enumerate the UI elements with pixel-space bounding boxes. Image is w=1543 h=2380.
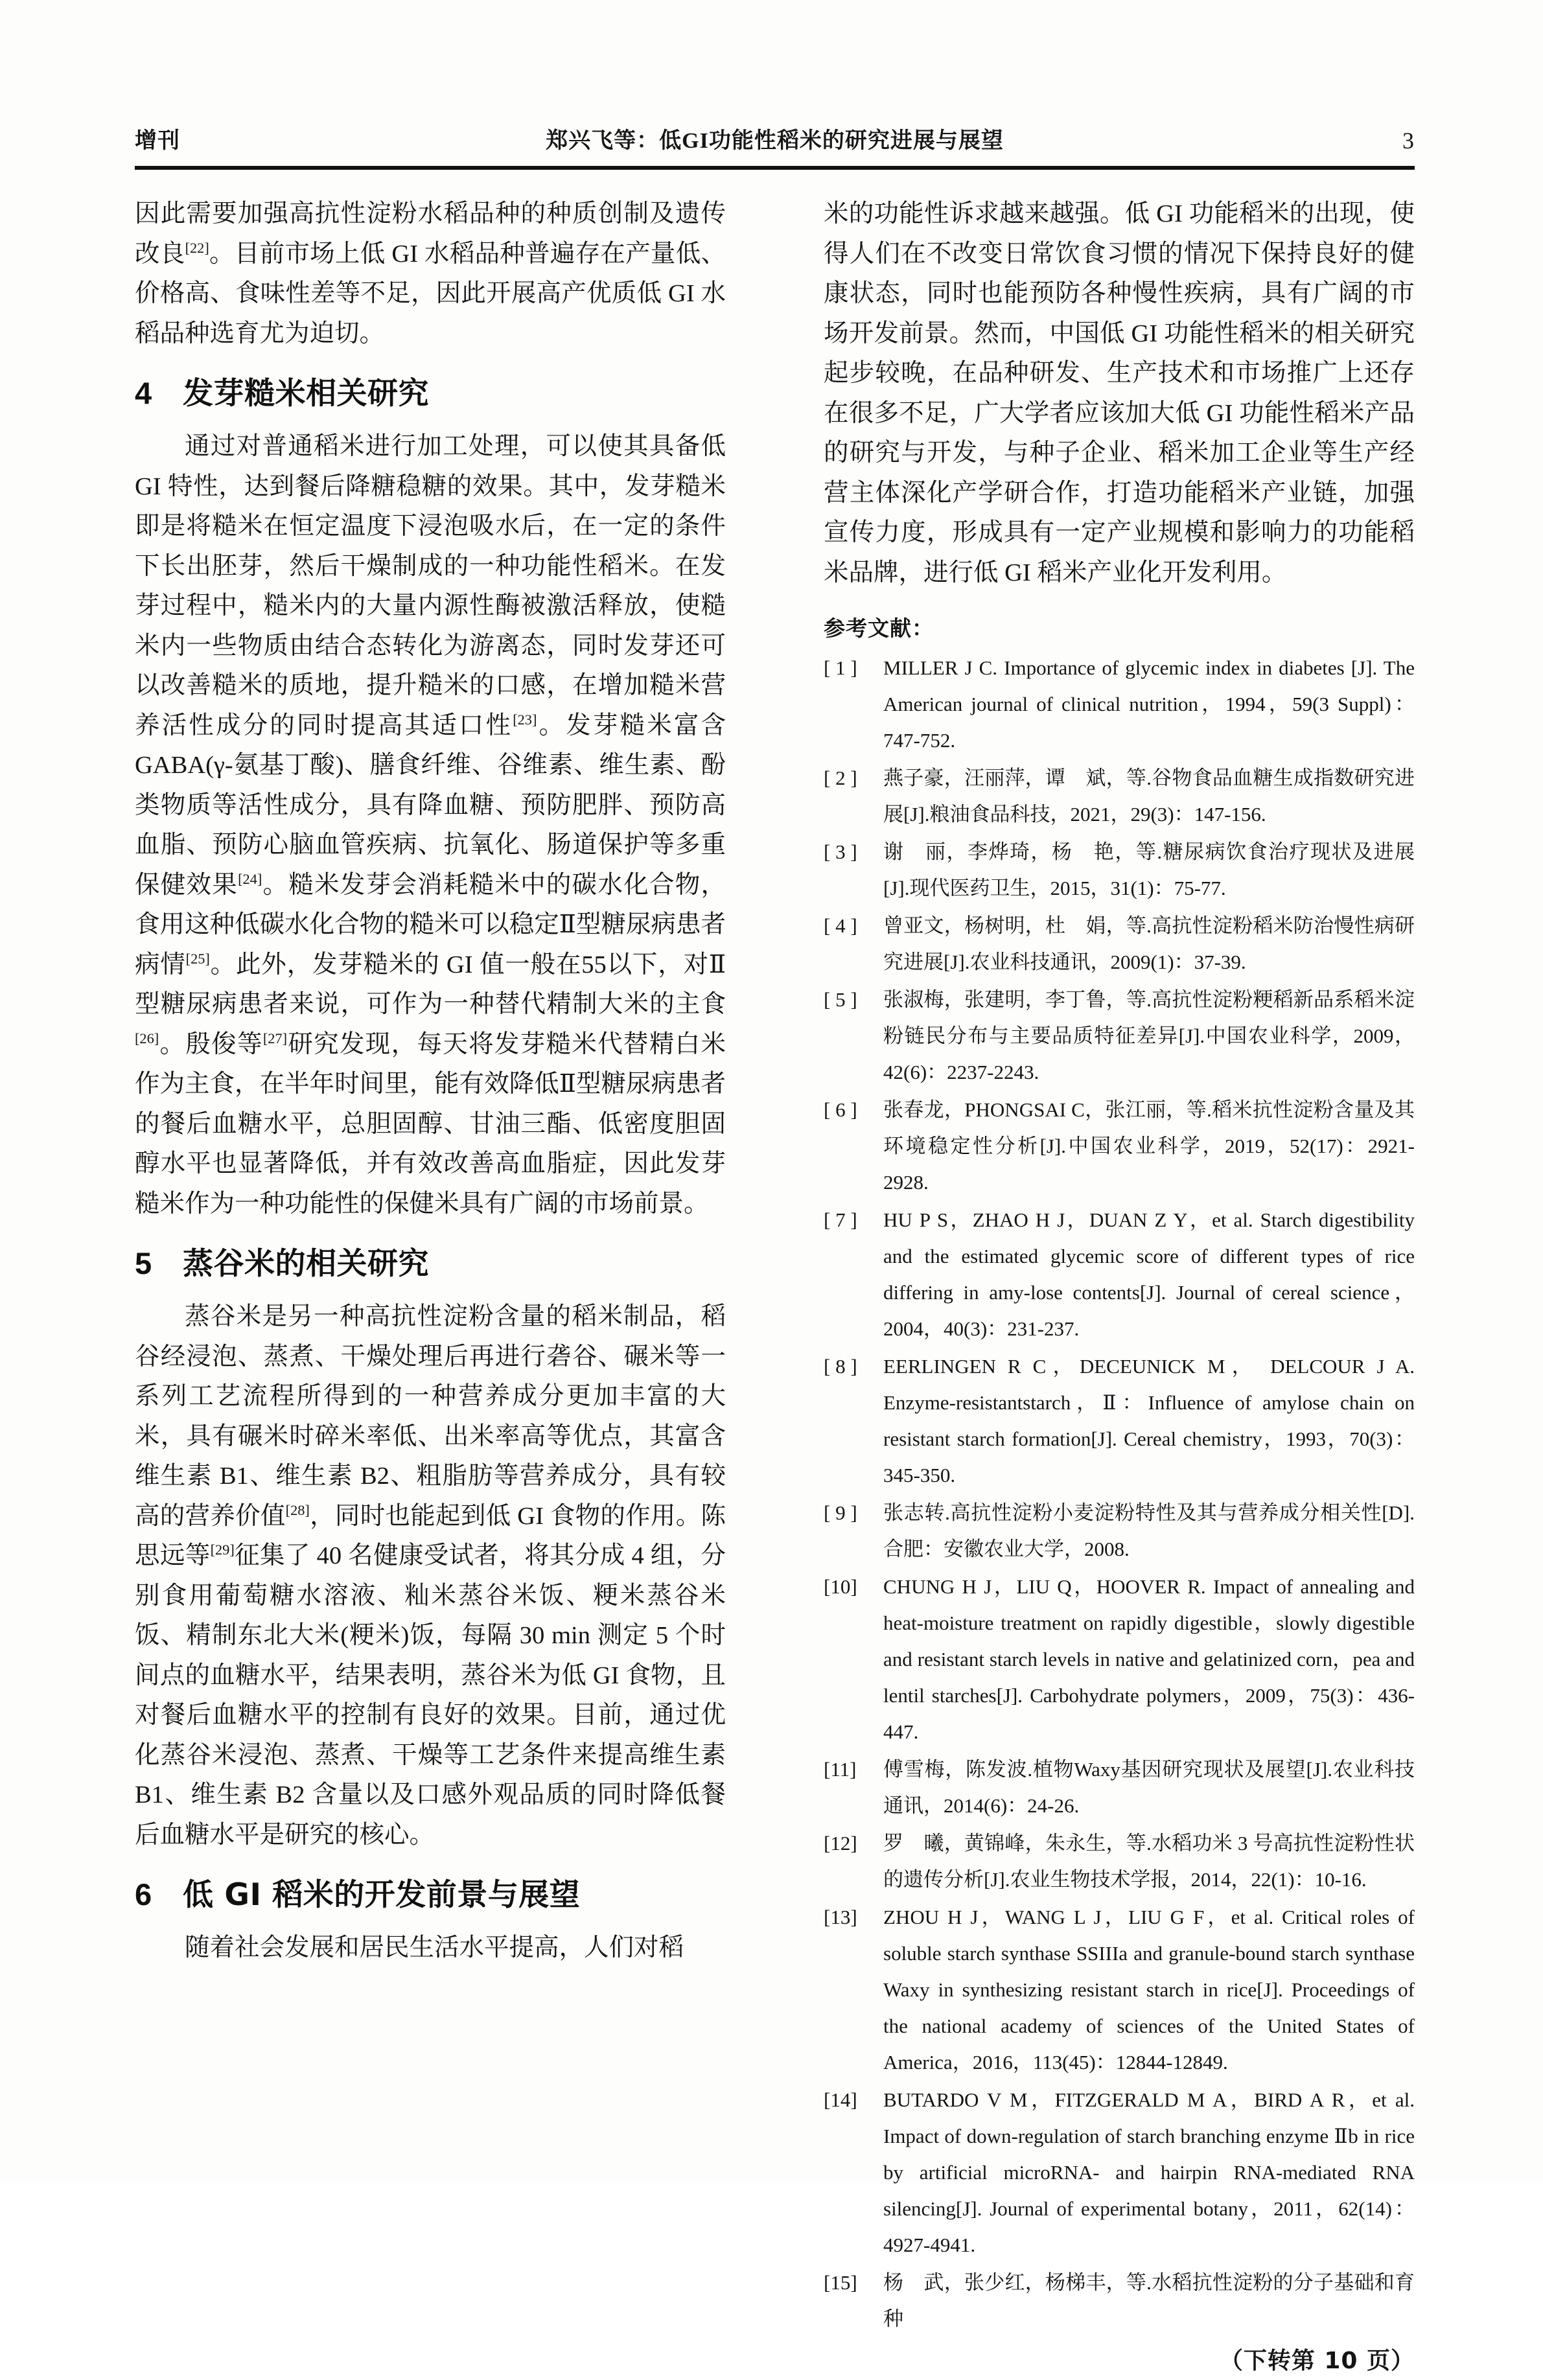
reference-item (824, 1348, 1415, 1494)
section-title-5: 蒸谷米的相关研究 (183, 1246, 429, 1282)
reference-item (824, 2265, 1415, 2337)
reference-text: BUTARDO V M，FITZGERALD M A，BIRD A R，et al. Impact of down-regulation of starch branching enzyme Ⅱb in rice by artificial microRNA- and hairpin RNA-mediated RNA silencing[J]. Journal of experimental botany，2011，62(14)：4927-4941. (883, 2088, 1415, 2256)
right-column (824, 194, 1415, 2380)
reference-item (824, 1751, 1415, 1824)
reference-item (824, 1202, 1415, 1347)
reference-number: [ 5 ] (824, 988, 857, 1011)
reference-text: 张春龙，PHONGSAI C，张江丽，等.稻米抗性淀粉含量及其环境稳定性分析[J].中国农业科学，2019，52(17)：2921-2928. (883, 1098, 1415, 1194)
references-list (824, 650, 1415, 2337)
paragraph-continued-right: 米的功能性诉求越来越强。低 GI 功能稻米的出现，使得人们在不改变日常饮食习惯的情况下保持良好的健康状态，同时也能预防各种慢性疾病，具有广阔的市场开发前景。然而，中国低 GI 功能性稻米的相关研究起步较晚，在品种研发、生产技术和市场推广上还存在很多不足，广大学者应该加大低 GI 功能性稻米产品的研究与开发，与种子企业、稻米加工企业等生产经营主体深化产学研合作，打造功能稻米产业链，加强宣传力度，形成具有一定产业规模和影响力的功能稻米品牌，进行低 GI 稻米产业化开发利用。 (824, 200, 1415, 586)
reference-number: [ 8 ] (824, 1355, 857, 1378)
reference-item (824, 1825, 1415, 1898)
citation-marker: [22] (185, 239, 209, 256)
left-column (135, 194, 726, 1969)
reference-number: [ 1 ] (824, 656, 857, 679)
reference-item (824, 834, 1415, 907)
reference-item (824, 2082, 1415, 2263)
section-number-5: 5 (135, 1246, 152, 1280)
reference-item (824, 650, 1415, 759)
reference-text: 张志转.高抗性淀粉小麦淀粉特性及其与营养成分相关性[D].合肥：安徽农业大学，2008. (883, 1501, 1415, 1560)
reference-number: [10] (824, 1575, 857, 1598)
reference-item (824, 982, 1415, 1091)
reference-text: ZHOU H J，WANG L J，LIU G F，et al. Critical roles of soluble starch synthase SSIIIa and granule-bound starch synthase Waxy in synthesizing resistant starch in rice[J]. Proceedings of the national academy of sciences of the United States of America，2016，113(45)：12844-12849. (883, 1906, 1415, 2074)
section-heading-6 (135, 1872, 726, 1918)
reference-text: CHUNG H J，LIU Q，HOOVER R. Impact of annealing and heat-moisture treatment on rapidly digestible，slowly digestible and resistant starch levels in native and gelatinized corn，pea and lentil starches[J]. Carbohydrate polymers，2009，75(3)：436-447. (883, 1575, 1415, 1743)
reference-number: [14] (824, 2088, 857, 2111)
section-5-paragraph: 蒸谷米是另一种高抗性淀粉含量的稻米制品，稻谷经浸泡、蒸煮、干燥处理后再进行砻谷、碾米等一系列工艺流程所得到的一种营养成分更加丰富的大米，具有碾米时碎米率低、出米率高等优点，其富含维生素 B1、维生素 B2、粗脂肪等营养成分，具有较高的营养价值[28]，同时也能起到低 GI 食物的作用。陈思远等[29]征集了 40 名健康受试者，将其分成 4 组，分别食用葡萄糖水溶液、籼米蒸谷米饭、粳米蒸谷米饭、精制东北大米(粳米)饭，每隔 30 min 测定 5 个时间点的血糖水平，结果表明，蒸谷米为低 GI 食物，且对餐后血糖水平的控制有良好的效果。目前，通过优化蒸谷米浸泡、蒸煮、干燥等工艺条件来提高维生素 B1、维生素 B2 含量以及口感外观品质的同时降低餐后血糖水平是研究的核心。 (135, 1303, 726, 1849)
citation-marker: [24] (238, 870, 262, 887)
reference-number: [ 4 ] (824, 914, 857, 937)
section-6-paragraph: 随着社会发展和居民生活水平提高，人们对稻 (185, 1934, 684, 1961)
reference-text: HU P S，ZHAO H J，DUAN Z Y，et al. Starch digestibility and the estimated glycemic score of different types of rice differing in amy-lose contents[J]. Journal of cereal science，2004，40(3)：231-237. (883, 1208, 1415, 1340)
running-head-left: 增刊 (135, 129, 180, 153)
continued-on-page-note: （下转第 10 页） (1219, 2348, 1415, 2374)
reference-number: [ 3 ] (824, 840, 857, 863)
reference-item (824, 760, 1415, 833)
header-rule (135, 166, 1415, 170)
section-heading-4 (135, 371, 726, 417)
reference-number: [ 2 ] (824, 767, 857, 789)
citation-marker: [25] (185, 950, 210, 967)
citation-marker: [27] (262, 1030, 288, 1046)
section-title-4: 发芽糙米相关研究 (183, 376, 429, 411)
reference-text: 杨 武，张少红，杨梯丰，等.水稻抗性淀粉的分子基础和育种 (883, 2271, 1415, 2330)
citation-marker: [29] (210, 1542, 235, 1558)
reference-text: 燕子豪，汪丽萍，谭 斌，等.谷物食品血糖生成指数研究进展[J].粮油食品科技，2021，29(3)：147-156. (883, 767, 1415, 826)
reference-number: [ 9 ] (824, 1501, 857, 1524)
reference-item (824, 1092, 1415, 1201)
section-number-6: 6 (135, 1877, 152, 1912)
reference-text: MILLER J C. Importance of glycemic index in diabetes [J]. The American journal of clinical nutrition，1994，59(3 Suppl)：747-752. (883, 656, 1415, 752)
citation-marker: [23] (513, 711, 537, 728)
references-heading: 参考文献： (824, 616, 934, 641)
reference-number: [12] (824, 1832, 857, 1854)
reference-item (824, 1899, 1415, 2081)
reference-text: 曾亚文，杨树明，杜 娟，等.高抗性淀粉稻米防治慢性病研究进展[J].农业科技通讯，2009(1)：37-39. (883, 914, 1415, 973)
reference-item (824, 908, 1415, 980)
reference-number: [15] (824, 2271, 857, 2294)
section-heading-5 (135, 1241, 726, 1287)
reference-item (824, 1495, 1415, 1567)
reference-number: [ 7 ] (824, 1208, 857, 1231)
paragraph-continued: 因此需要加强高抗性淀粉水稻品种的种质创制及遗传改良[22]。目前市场上低 GI 水稻品种普遍存在产量低、价格高、食味性差等不足，因此开展高产优质低 GI 水稻品种选育尤为迫切。 (135, 200, 726, 347)
reference-item (824, 1569, 1415, 1750)
citation-marker: [26] (135, 1030, 159, 1046)
reference-number: [13] (824, 1906, 857, 1928)
reference-text: 傅雪梅，陈发波.植物Waxy基因研究现状及展望[J].农业科技通讯，2014(6)：24-26. (883, 1758, 1415, 1817)
section-4-paragraph: 通过对普通稻米进行加工处理，可以使其具备低 GI 特性，达到餐后降糖稳糖的效果。其中，发芽糙米即是将糙米在恒定温度下浸泡吸水后，在一定的条件下长出胚芽，然后干燥制成的一种功能性稻米。在发芽过程中，糙米内的大量内源性酶被激活释放，使糙米内一些物质由结合态转化为游离态，同时发芽还可以改善糙米的质地，提升糙米的口感，在增加糙米营养活性成分的同时提高其适口性[23]。发芽糙米富含GABA(γ-氨基丁酸)、膳食纤维、谷维素、维生素、酚类物质等活性成分，具有降血糖、预防肥胖、预防高血脂、预防心脑血管疾病、抗氧化、肠道保护等多重保健效果[24]。糙米发芽会消耗糙米中的碳水化合物，食用这种低碳水化合物的糙米可以稳定Ⅱ型糖尿病患者病情[25]。此外，发芽糙米的 GI 值一般在55以下，对Ⅱ型糖尿病患者来说，可作为一种替代精制大米的主食[26]。殷俊等[27]研究发现，每天将发芽糙米代替精白米作为主食，在半年时间里，能有效降低Ⅱ型糖尿病患者的餐后血糖水平，总胆固醇、甘油三酯、低密度胆固醇水平也显著降低，并有效改善高血脂症，因此发芽糙米作为一种功能性的保健米具有广阔的市场前景。 (135, 433, 726, 1218)
reference-text: 张淑梅，张建明，李丁鲁，等.高抗性淀粉粳稻新品系稻米淀粉链民分布与主要品质特征差异[J].中国农业科学，2009，42(6)：2237-2243. (883, 988, 1415, 1083)
reference-number: [ 6 ] (824, 1098, 857, 1121)
reference-text: EERLINGEN R C，DECEUNICK M， DELCOUR J A. Enzyme-resistantstarch，Ⅱ：Influence of amylose chain on resistant starch formation[J]. Cereal chemistry，1993，70(3)：345-350. (883, 1355, 1415, 1486)
reference-text: 谢 丽，李烨琦，杨 艳，等.糖尿病饮食治疗现状及进展 [J].现代医药卫生，2015，31(1)：75-77. (883, 840, 1415, 899)
citation-marker: [28] (285, 1501, 310, 1518)
section-title-6: 低 GI 稻米的开发前景与展望 (183, 1877, 581, 1913)
running-head (135, 115, 1415, 154)
page-number: 3 (1402, 128, 1415, 154)
running-head-title: 郑兴飞等：低GI功能性稻米的研究进展与展望 (546, 129, 1004, 153)
reference-number: [11] (824, 1758, 857, 1781)
section-number-4: 4 (135, 376, 152, 410)
reference-text: 罗 曦，黄锦峰，朱永生，等.水稻功米 3 号高抗性淀粉性状的遗传分析[J].农业生物技术学报，2014，22(1)：10-16. (883, 1832, 1415, 1891)
two-column-layout (135, 194, 1415, 2374)
